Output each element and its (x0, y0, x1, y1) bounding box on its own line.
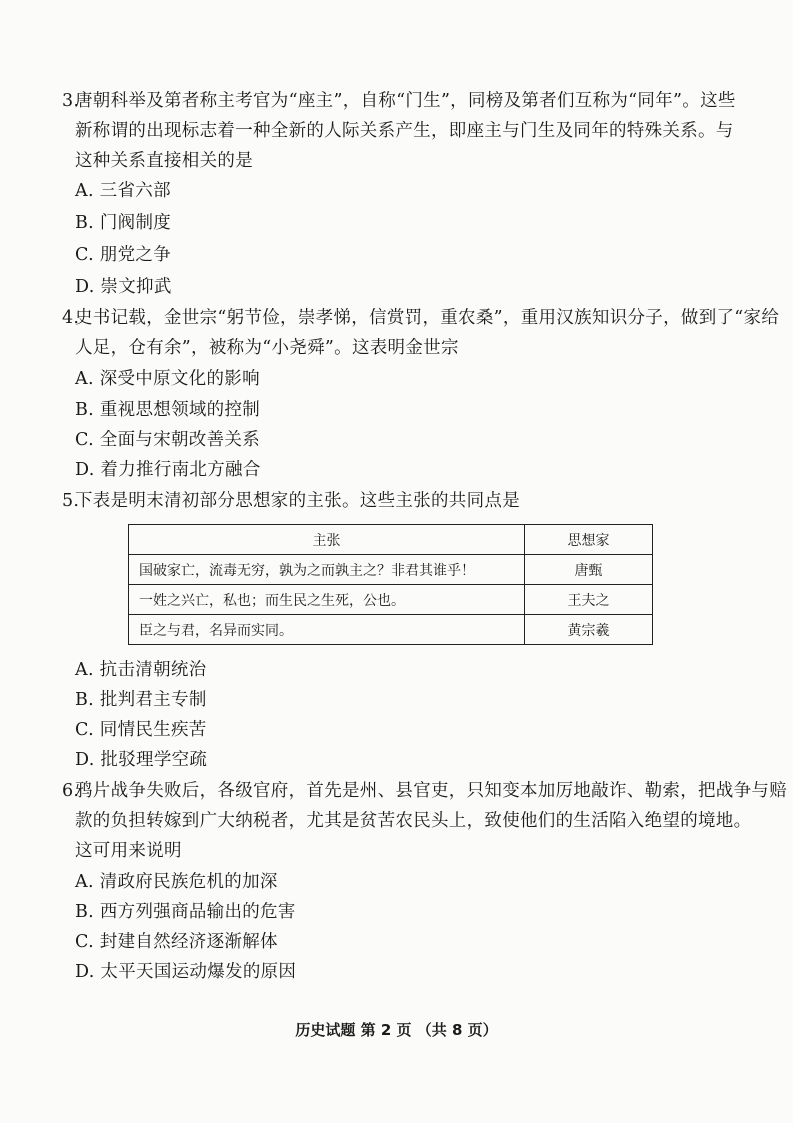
question-number: 4. (62, 308, 80, 328)
table-row (129, 615, 653, 645)
q4-option-b: B. 重视思想领域的控制 (75, 400, 261, 420)
question-number: 5. (62, 491, 80, 511)
table-header-row (129, 525, 653, 555)
q3-option-c: C. 朋党之争 (75, 245, 171, 265)
table-cell-opinion: 国破家亡，流毒无穷，孰为之而孰主之？非君其谁乎！ (129, 555, 525, 585)
question-3-stem (62, 86, 736, 176)
q5-option-a: A. 抗击清朝统治 (75, 660, 207, 680)
question-4-stem (62, 303, 780, 363)
thinkers-table (128, 524, 653, 645)
q3-option-a: A. 三省六部 (75, 181, 171, 201)
question-number: 6. (62, 781, 80, 801)
q3-option-b: B. 门阀制度 (75, 213, 172, 233)
question-text-line: 新称谓的出现标志着一种全新的人际关系产生，即座主与门生及同年的特殊关系。与 (75, 121, 734, 141)
question-number: 3. (62, 91, 80, 111)
table-cell-opinion: 臣之与君，名异而实同。 (129, 615, 525, 645)
question-text-line: 唐朝科举及第者称主考官为“座主”，自称“门生”，同榜及第者们互称为“同年”。这些 (75, 91, 736, 111)
q5-option-d: D. 批驳理学空疏 (75, 750, 208, 770)
question-6-stem (62, 776, 787, 866)
question-text-line: 下表是明末清初部分思想家的主张。这些主张的共同点是 (75, 491, 520, 511)
question-text-line: 这种关系直接相关的是 (75, 151, 253, 171)
q4-option-d: D. 着力推行南北方融合 (75, 460, 261, 480)
question-text-line: 这可用来说明 (75, 841, 182, 861)
q6-option-b: B. 西方列强商品输出的危害 (75, 902, 296, 922)
q6-option-a: A. 清政府民族危机的加深 (75, 872, 278, 892)
q6-option-c: C. 封建自然经济逐渐解体 (75, 932, 278, 952)
table-header-cell: 思想家 (525, 525, 653, 555)
page-footer: 历史试题 第 2 页 （共 8 页） (295, 1021, 498, 1039)
q4-option-c: C. 全面与宋朝改善关系 (75, 430, 260, 450)
table-cell-thinker: 唐甄 (525, 555, 653, 585)
table-cell-thinker: 黄宗羲 (525, 615, 653, 645)
q5-option-c: C. 同情民生疾苦 (75, 720, 207, 740)
table-row (129, 555, 653, 585)
question-text-line: 款的负担转嫁到广大纳税者，尤其是贫苦农民头上，致使他们的生活陷入绝望的境地。 (75, 811, 752, 831)
question-text-line: 史书记载，金世宗“躬节俭，崇孝悌，信赏罚，重农桑”，重用汉族知识分子，做到了“家给 (75, 308, 780, 328)
q5-option-b: B. 批判君主专制 (75, 690, 207, 710)
question-text-line: 鸦片战争失败后，各级官府，首先是州、县官吏，只知变本加厉地敲诈、勒索，把战争与赔 (75, 781, 787, 801)
table-cell-thinker: 王夫之 (525, 585, 653, 615)
question-5-stem (62, 486, 722, 516)
q3-option-d: D. 崇文抑武 (75, 277, 172, 297)
table-cell-opinion: 一姓之兴亡，私也；而生民之生死，公也。 (129, 585, 525, 615)
q4-option-a: A. 深受中原文化的影响 (75, 369, 260, 389)
question-text-line: 人足，仓有余”，被称为“小尧舜”。这表明金世宗 (75, 338, 459, 358)
table-row (129, 585, 653, 615)
table-header-cell: 主张 (129, 525, 525, 555)
q6-option-d: D. 太平天国运动爆发的原因 (75, 962, 297, 982)
